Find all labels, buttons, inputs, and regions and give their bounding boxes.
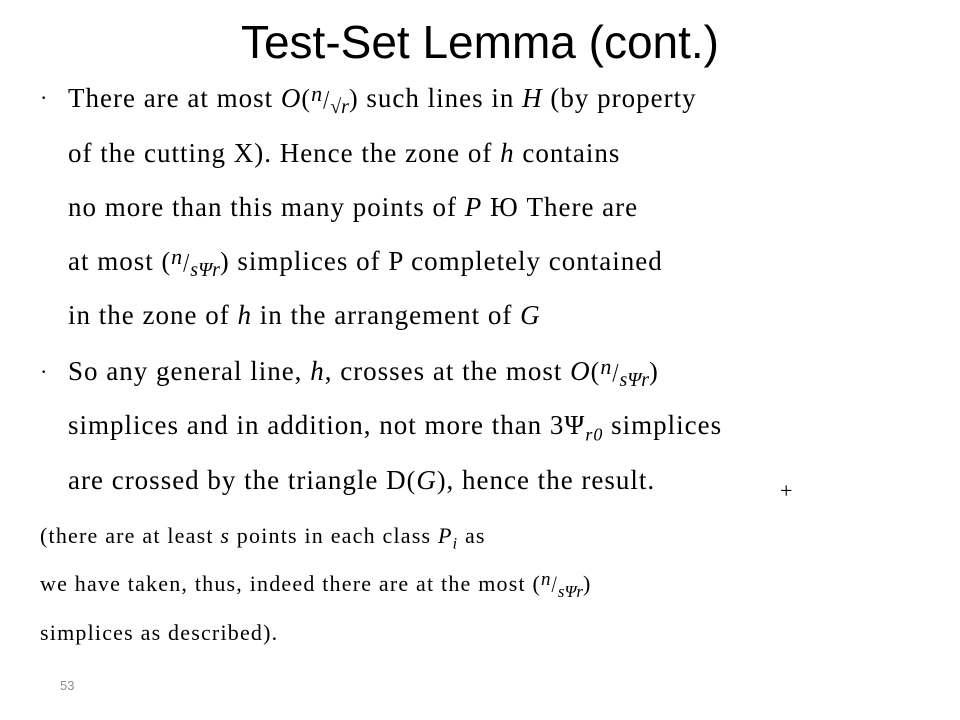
fraction-n-s-psi-r: n/sΨr	[541, 568, 584, 601]
fraction-n-s-psi-r: n/sΨr	[171, 244, 220, 282]
plus-sign: +	[780, 478, 793, 503]
page-number: 53	[60, 678, 75, 693]
bullet1-line5: in the zone of h in the arrangement of G	[68, 300, 541, 330]
bullet-marker: ·	[40, 85, 48, 110]
note-line1: (there are at least s points in each class $P_i$ as	[40, 523, 486, 553]
note-line3: simplices as described).	[40, 620, 279, 645]
slide-title: Test-Set Lemma (cont.)	[240, 16, 720, 68]
bullet2-line1: So any general line, h, crosses at the most O(n/sΨr)	[68, 354, 659, 392]
fraction-n-s-psi-r: n/sΨr	[600, 354, 650, 392]
note-line2: we have taken, thus, indeed there are at the most (n/sΨr)	[40, 568, 592, 601]
bullet1-line1: There are at most O(n/√r) such lines in H (by property	[68, 81, 697, 119]
bullet1-line4: at most (n/sΨr) simplices of P completely contained	[68, 244, 663, 282]
bullet-marker: ·	[40, 359, 48, 384]
bullet1-line2: of the cutting X). Hence the zone of h contains	[68, 138, 621, 168]
bullet1-line3: no more than this many points of P Ю There are	[68, 192, 639, 222]
bullet2-line3: are crossed by the triangle D(G), hence the result.	[68, 465, 656, 495]
bullet2-line2: simplices and in addition, not more than $3\Psi_{r0}$ simplices	[68, 410, 723, 445]
fraction-n-sqrt-r: n/√r	[311, 81, 349, 119]
